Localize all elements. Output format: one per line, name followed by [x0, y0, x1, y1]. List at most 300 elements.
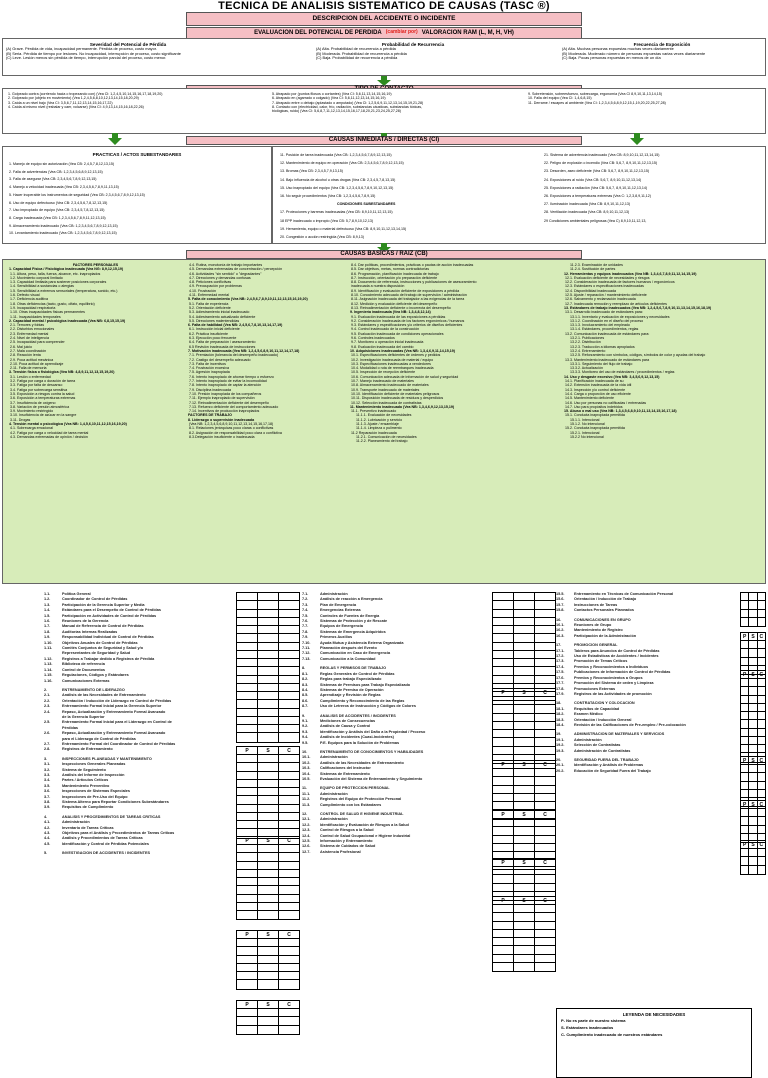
checkbox-cell[interactable]: [278, 772, 299, 779]
checkbox-cell[interactable]: [278, 676, 299, 683]
checkbox-cell[interactable]: [757, 712, 765, 719]
checkbox-cell[interactable]: [748, 782, 756, 789]
checkbox-cell[interactable]: [278, 964, 299, 971]
checkbox-cell[interactable]: [741, 817, 748, 824]
checkbox-cell[interactable]: [757, 696, 765, 703]
checkbox-cell[interactable]: [493, 659, 513, 666]
checkbox-cell[interactable]: [237, 813, 257, 820]
checkbox-cell[interactable]: [741, 610, 748, 617]
checkbox-cell[interactable]: [534, 714, 555, 721]
checkbox-cell[interactable]: [534, 884, 555, 891]
checkbox-cell[interactable]: [493, 875, 513, 882]
checkbox-cell[interactable]: [257, 911, 278, 919]
checkbox-cell[interactable]: [237, 725, 257, 732]
checkbox-cell[interactable]: [493, 963, 513, 971]
checkbox-cell[interactable]: [278, 796, 299, 803]
checkbox-cell[interactable]: [741, 679, 748, 686]
checkbox-cell[interactable]: [237, 878, 257, 885]
checkbox-cell[interactable]: [534, 667, 555, 674]
checkbox-cell[interactable]: [513, 634, 534, 641]
checkbox-cell[interactable]: [278, 700, 299, 707]
checkbox-cell[interactable]: [513, 875, 534, 882]
checkbox-cell[interactable]: [278, 788, 299, 795]
checkbox-cell[interactable]: [748, 687, 756, 694]
checkbox-cell[interactable]: [513, 913, 534, 920]
checkbox-cell[interactable]: [513, 884, 534, 891]
checkbox-cell[interactable]: [278, 805, 299, 812]
checkbox-cell[interactable]: [278, 813, 299, 820]
checkbox-cell[interactable]: [237, 862, 257, 869]
checkbox-cell[interactable]: [278, 980, 299, 988]
checkbox-cell[interactable]: [534, 626, 555, 633]
checkbox-cell[interactable]: [493, 844, 513, 851]
checkbox-cell[interactable]: [493, 730, 513, 737]
checkbox-cell[interactable]: [513, 836, 534, 843]
checkbox-cell[interactable]: [257, 626, 278, 633]
checkbox-cell[interactable]: [278, 853, 299, 860]
checkbox-cell[interactable]: [534, 705, 555, 712]
checkbox-cell[interactable]: [534, 747, 555, 754]
checkbox-cell[interactable]: [237, 870, 257, 877]
checkbox-cell[interactable]: [534, 827, 555, 834]
checkbox-cell[interactable]: [534, 819, 555, 826]
checkbox-cell[interactable]: [534, 786, 555, 793]
checkbox-cell[interactable]: [757, 849, 765, 856]
checkbox-cell[interactable]: [513, 905, 534, 912]
checkbox-cell[interactable]: [741, 849, 748, 856]
checkbox-cell[interactable]: [741, 782, 748, 789]
checkbox-cell[interactable]: [493, 827, 513, 834]
checkbox-cell[interactable]: [278, 845, 299, 852]
checkbox-cell[interactable]: [748, 826, 756, 833]
checkbox-cell[interactable]: [534, 955, 555, 962]
checkbox-cell[interactable]: [278, 709, 299, 716]
checkbox-cell[interactable]: [237, 1017, 257, 1024]
checkbox-cell[interactable]: [257, 964, 278, 971]
checkbox-cell[interactable]: [741, 601, 748, 608]
checkbox-cell[interactable]: [513, 651, 534, 658]
checkbox-cell[interactable]: [534, 875, 555, 882]
checkbox-cell[interactable]: [278, 862, 299, 869]
checkbox-cell[interactable]: [257, 659, 278, 666]
checkbox-cell[interactable]: [257, 862, 278, 869]
checkbox-cell[interactable]: [757, 809, 765, 816]
checkbox-cell[interactable]: [748, 704, 756, 711]
checkbox-cell[interactable]: [493, 714, 513, 721]
checkbox-cell[interactable]: [257, 684, 278, 691]
checkbox-cell[interactable]: [757, 641, 765, 648]
checkbox-cell[interactable]: [748, 679, 756, 686]
checkbox-cell[interactable]: [534, 844, 555, 851]
checkbox-cell[interactable]: [237, 772, 257, 779]
checkbox-cell[interactable]: [257, 903, 278, 910]
checkbox-cell[interactable]: [237, 626, 257, 633]
checkbox-cell[interactable]: [513, 819, 534, 826]
checkbox-cell[interactable]: [748, 809, 756, 816]
checkbox-cell[interactable]: [534, 593, 555, 600]
checkbox-cell[interactable]: [257, 956, 278, 963]
checkbox-cell[interactable]: [493, 747, 513, 754]
checkbox-cell[interactable]: [237, 886, 257, 893]
checkbox-cell[interactable]: [257, 870, 278, 877]
checkbox-cell[interactable]: [748, 745, 756, 752]
checkbox-cell[interactable]: [534, 938, 555, 945]
checkbox-cell[interactable]: [257, 878, 278, 885]
checkbox-cell[interactable]: [741, 704, 748, 711]
checkbox-cell[interactable]: [237, 853, 257, 860]
checkbox-cell[interactable]: [757, 687, 765, 694]
checkbox-cell[interactable]: [278, 733, 299, 741]
checkbox-cell[interactable]: [534, 659, 555, 666]
checkbox-cell[interactable]: [513, 593, 534, 600]
checkbox-cell[interactable]: [534, 651, 555, 658]
checkbox-cell[interactable]: [757, 773, 765, 780]
checkbox-cell[interactable]: [237, 634, 257, 641]
checkbox-cell[interactable]: [257, 788, 278, 795]
checkbox-cell[interactable]: [257, 618, 278, 625]
checkbox-cell[interactable]: [237, 610, 257, 617]
checkbox-cell[interactable]: [534, 905, 555, 912]
checkbox-cell[interactable]: [757, 745, 765, 752]
checkbox-cell[interactable]: [757, 618, 765, 626]
checkbox-cell[interactable]: [257, 601, 278, 608]
checkbox-cell[interactable]: [748, 593, 756, 600]
checkbox-cell[interactable]: [748, 712, 756, 719]
checkbox-cell[interactable]: [237, 676, 257, 683]
checkbox-cell[interactable]: [278, 911, 299, 919]
checkbox-cell[interactable]: [278, 903, 299, 910]
checkbox-cell[interactable]: [534, 913, 555, 920]
checkbox-cell[interactable]: [278, 717, 299, 724]
checkbox-cell[interactable]: [278, 939, 299, 946]
checkbox-cell[interactable]: [237, 788, 257, 795]
checkbox-cell[interactable]: [741, 857, 748, 864]
checkbox-cell[interactable]: [741, 737, 748, 744]
checkbox-cell[interactable]: [741, 729, 748, 736]
checkbox-cell[interactable]: [237, 911, 257, 919]
checkbox-cell[interactable]: [237, 956, 257, 963]
checkbox-cell[interactable]: [534, 922, 555, 929]
checkbox-cell[interactable]: [513, 676, 534, 683]
checkbox-cell[interactable]: [748, 601, 756, 608]
checkbox-cell[interactable]: [513, 610, 534, 617]
checkbox-cell[interactable]: [257, 980, 278, 988]
checkbox-cell[interactable]: [278, 684, 299, 691]
checkbox-cell[interactable]: [237, 667, 257, 674]
checkbox-cell[interactable]: [278, 667, 299, 674]
checkbox-cell[interactable]: [278, 626, 299, 633]
checkbox-cell[interactable]: [513, 705, 534, 712]
checkbox-cell[interactable]: [757, 593, 765, 600]
checkbox-cell[interactable]: [757, 720, 765, 727]
checkbox-cell[interactable]: [748, 618, 756, 626]
checkbox-cell[interactable]: [278, 692, 299, 699]
checkbox-cell[interactable]: [257, 733, 278, 741]
checkbox-cell[interactable]: [237, 821, 257, 828]
checkbox-cell[interactable]: [493, 738, 513, 745]
checkbox-cell[interactable]: [237, 964, 257, 971]
checkbox-cell[interactable]: [534, 610, 555, 617]
checkbox-cell[interactable]: [513, 802, 534, 809]
checkbox-cell[interactable]: [257, 676, 278, 683]
checkbox-cell[interactable]: [257, 886, 278, 893]
checkbox-cell[interactable]: [278, 878, 299, 885]
checkbox-cell[interactable]: [278, 870, 299, 877]
checkbox-cell[interactable]: [257, 1009, 278, 1016]
checkbox-cell[interactable]: [534, 738, 555, 745]
checkbox-cell[interactable]: [741, 593, 748, 600]
checkbox-cell[interactable]: [757, 704, 765, 711]
checkbox-cell[interactable]: [237, 692, 257, 699]
checkbox-cell[interactable]: [278, 634, 299, 641]
checkbox-cell[interactable]: [257, 821, 278, 828]
checkbox-cell[interactable]: [513, 963, 534, 971]
checkbox-cell[interactable]: [534, 730, 555, 737]
checkbox-cell[interactable]: [493, 769, 513, 776]
checkbox-cell[interactable]: [237, 780, 257, 787]
checkbox-cell[interactable]: [257, 1026, 278, 1034]
checkbox-cell[interactable]: [237, 618, 257, 625]
checkbox-cell[interactable]: [257, 755, 278, 762]
checkbox-cell[interactable]: [534, 697, 555, 704]
checkbox-cell[interactable]: [257, 643, 278, 650]
checkbox-cell[interactable]: [493, 867, 513, 874]
checkbox-cell[interactable]: [534, 777, 555, 784]
checkbox-cell[interactable]: [493, 802, 513, 809]
checkbox-cell[interactable]: [237, 980, 257, 988]
checkbox-cell[interactable]: [534, 601, 555, 608]
checkbox-cell[interactable]: [757, 826, 765, 833]
checkbox-cell[interactable]: [748, 773, 756, 780]
checkbox-cell[interactable]: [757, 679, 765, 686]
checkbox-cell[interactable]: [534, 643, 555, 650]
checkbox-cell[interactable]: [741, 649, 748, 656]
checkbox-cell[interactable]: [257, 667, 278, 674]
checkbox-cell[interactable]: [513, 777, 534, 784]
checkbox-cell[interactable]: [534, 634, 555, 641]
checkbox-cell[interactable]: [534, 930, 555, 937]
checkbox-cell[interactable]: [493, 786, 513, 793]
checkbox-cell[interactable]: [741, 618, 748, 626]
checkbox-cell[interactable]: [757, 790, 765, 797]
checkbox-cell[interactable]: [757, 765, 765, 772]
checkbox-cell[interactable]: [757, 857, 765, 864]
checkbox-cell[interactable]: [493, 836, 513, 843]
checkbox-cell[interactable]: [493, 930, 513, 937]
checkbox-cell[interactable]: [257, 700, 278, 707]
checkbox-cell[interactable]: [237, 796, 257, 803]
checkbox-cell[interactable]: [237, 651, 257, 658]
checkbox-cell[interactable]: [278, 651, 299, 658]
checkbox-cell[interactable]: [757, 737, 765, 744]
checkbox-cell[interactable]: [257, 853, 278, 860]
checkbox-cell[interactable]: [493, 819, 513, 826]
checkbox-cell[interactable]: [278, 1009, 299, 1016]
checkbox-cell[interactable]: [513, 867, 534, 874]
checkbox-cell[interactable]: [257, 651, 278, 658]
checkbox-cell[interactable]: [237, 947, 257, 954]
checkbox-cell[interactable]: [741, 809, 748, 816]
checkbox-cell[interactable]: [278, 947, 299, 954]
checkbox-cell[interactable]: [513, 844, 534, 851]
checkbox-cell[interactable]: [513, 697, 534, 704]
checkbox-cell[interactable]: [257, 939, 278, 946]
checkbox-cell[interactable]: [513, 730, 534, 737]
checkbox-cell[interactable]: [748, 866, 756, 874]
checkbox-cell[interactable]: [513, 955, 534, 962]
checkbox-cell[interactable]: [237, 939, 257, 946]
checkbox-cell[interactable]: [757, 658, 765, 665]
checkbox-cell[interactable]: [741, 641, 748, 648]
checkbox-cell[interactable]: [493, 697, 513, 704]
checkbox-cell[interactable]: [534, 946, 555, 953]
checkbox-cell[interactable]: [757, 649, 765, 656]
checkbox-cell[interactable]: [757, 817, 765, 824]
checkbox-cell[interactable]: [748, 641, 756, 648]
checkbox-cell[interactable]: [278, 725, 299, 732]
checkbox-cell[interactable]: [493, 610, 513, 617]
checkbox-cell[interactable]: [741, 866, 748, 874]
checkbox-cell[interactable]: [278, 601, 299, 608]
checkbox-cell[interactable]: [278, 610, 299, 617]
checkbox-cell[interactable]: [748, 658, 756, 665]
checkbox-cell[interactable]: [257, 593, 278, 600]
checkbox-cell[interactable]: [534, 618, 555, 625]
checkbox-cell[interactable]: [237, 684, 257, 691]
checkbox-cell[interactable]: [741, 790, 748, 797]
checkbox-cell[interactable]: [257, 947, 278, 954]
checkbox-cell[interactable]: [237, 755, 257, 762]
checkbox-cell[interactable]: [534, 802, 555, 809]
checkbox-cell[interactable]: [493, 651, 513, 658]
checkbox-cell[interactable]: [493, 777, 513, 784]
checkbox-cell[interactable]: [757, 610, 765, 617]
checkbox-cell[interactable]: [257, 709, 278, 716]
checkbox-cell[interactable]: [493, 722, 513, 729]
checkbox-cell[interactable]: [493, 946, 513, 953]
checkbox-cell[interactable]: [741, 712, 748, 719]
checkbox-cell[interactable]: [534, 722, 555, 729]
checkbox-cell[interactable]: [513, 930, 534, 937]
checkbox-cell[interactable]: [493, 618, 513, 625]
checkbox-cell[interactable]: [513, 626, 534, 633]
checkbox-cell[interactable]: [257, 763, 278, 770]
checkbox-cell[interactable]: [257, 805, 278, 812]
checkbox-cell[interactable]: [257, 634, 278, 641]
checkbox-cell[interactable]: [493, 922, 513, 929]
checkbox-cell[interactable]: [741, 687, 748, 694]
checkbox-cell[interactable]: [748, 790, 756, 797]
checkbox-cell[interactable]: [513, 747, 534, 754]
checkbox-cell[interactable]: [278, 956, 299, 963]
checkbox-cell[interactable]: [237, 972, 257, 979]
checkbox-cell[interactable]: [757, 729, 765, 736]
checkbox-cell[interactable]: [748, 610, 756, 617]
checkbox-cell[interactable]: [513, 938, 534, 945]
checkbox-cell[interactable]: [257, 845, 278, 852]
checkbox-cell[interactable]: [741, 745, 748, 752]
checkbox-cell[interactable]: [278, 618, 299, 625]
checkbox-cell[interactable]: [257, 772, 278, 779]
checkbox-cell[interactable]: [278, 972, 299, 979]
checkbox-cell[interactable]: [748, 857, 756, 864]
checkbox-cell[interactable]: [257, 813, 278, 820]
checkbox-cell[interactable]: [513, 946, 534, 953]
checkbox-cell[interactable]: [741, 773, 748, 780]
checkbox-cell[interactable]: [741, 720, 748, 727]
checkbox-cell[interactable]: [257, 610, 278, 617]
checkbox-cell[interactable]: [278, 659, 299, 666]
checkbox-cell[interactable]: [278, 895, 299, 902]
checkbox-cell[interactable]: [237, 903, 257, 910]
checkbox-cell[interactable]: [278, 886, 299, 893]
checkbox-cell[interactable]: [513, 794, 534, 801]
checkbox-cell[interactable]: [237, 1009, 257, 1016]
checkbox-cell[interactable]: [513, 922, 534, 929]
checkbox-cell[interactable]: [534, 794, 555, 801]
checkbox-cell[interactable]: [493, 601, 513, 608]
checkbox-cell[interactable]: [513, 714, 534, 721]
checkbox-cell[interactable]: [748, 720, 756, 727]
checkbox-cell[interactable]: [741, 826, 748, 833]
checkbox-cell[interactable]: [757, 866, 765, 874]
checkbox-cell[interactable]: [493, 938, 513, 945]
checkbox-cell[interactable]: [741, 765, 748, 772]
checkbox-cell[interactable]: [534, 867, 555, 874]
checkbox-cell[interactable]: [257, 796, 278, 803]
checkbox-cell[interactable]: [237, 643, 257, 650]
checkbox-cell[interactable]: [757, 782, 765, 789]
checkbox-cell[interactable]: [741, 658, 748, 665]
checkbox-cell[interactable]: [534, 676, 555, 683]
checkbox-cell[interactable]: [493, 593, 513, 600]
checkbox-cell[interactable]: [513, 667, 534, 674]
checkbox-cell[interactable]: [493, 634, 513, 641]
checkbox-cell[interactable]: [493, 626, 513, 633]
checkbox-cell[interactable]: [534, 836, 555, 843]
checkbox-cell[interactable]: [493, 913, 513, 920]
checkbox-cell[interactable]: [748, 849, 756, 856]
checkbox-cell[interactable]: [237, 733, 257, 741]
checkbox-cell[interactable]: [278, 593, 299, 600]
checkbox-cell[interactable]: [493, 705, 513, 712]
checkbox-cell[interactable]: [513, 738, 534, 745]
checkbox-cell[interactable]: [237, 601, 257, 608]
checkbox-cell[interactable]: [513, 659, 534, 666]
checkbox-cell[interactable]: [257, 717, 278, 724]
checkbox-cell[interactable]: [237, 700, 257, 707]
checkbox-cell[interactable]: [513, 827, 534, 834]
checkbox-cell[interactable]: [237, 845, 257, 852]
checkbox-cell[interactable]: [493, 905, 513, 912]
checkbox-cell[interactable]: [278, 755, 299, 762]
checkbox-cell[interactable]: [748, 817, 756, 824]
checkbox-cell[interactable]: [493, 667, 513, 674]
checkbox-cell[interactable]: [493, 884, 513, 891]
checkbox-cell[interactable]: [237, 593, 257, 600]
checkbox-cell[interactable]: [257, 1017, 278, 1024]
checkbox-cell[interactable]: [534, 963, 555, 971]
checkbox-cell[interactable]: [513, 643, 534, 650]
checkbox-cell[interactable]: [278, 821, 299, 828]
checkbox-cell[interactable]: [237, 709, 257, 716]
checkbox-cell[interactable]: [257, 725, 278, 732]
checkbox-cell[interactable]: [748, 765, 756, 772]
checkbox-cell[interactable]: [237, 717, 257, 724]
checkbox-cell[interactable]: [513, 618, 534, 625]
checkbox-cell[interactable]: [513, 769, 534, 776]
checkbox-cell[interactable]: [748, 696, 756, 703]
